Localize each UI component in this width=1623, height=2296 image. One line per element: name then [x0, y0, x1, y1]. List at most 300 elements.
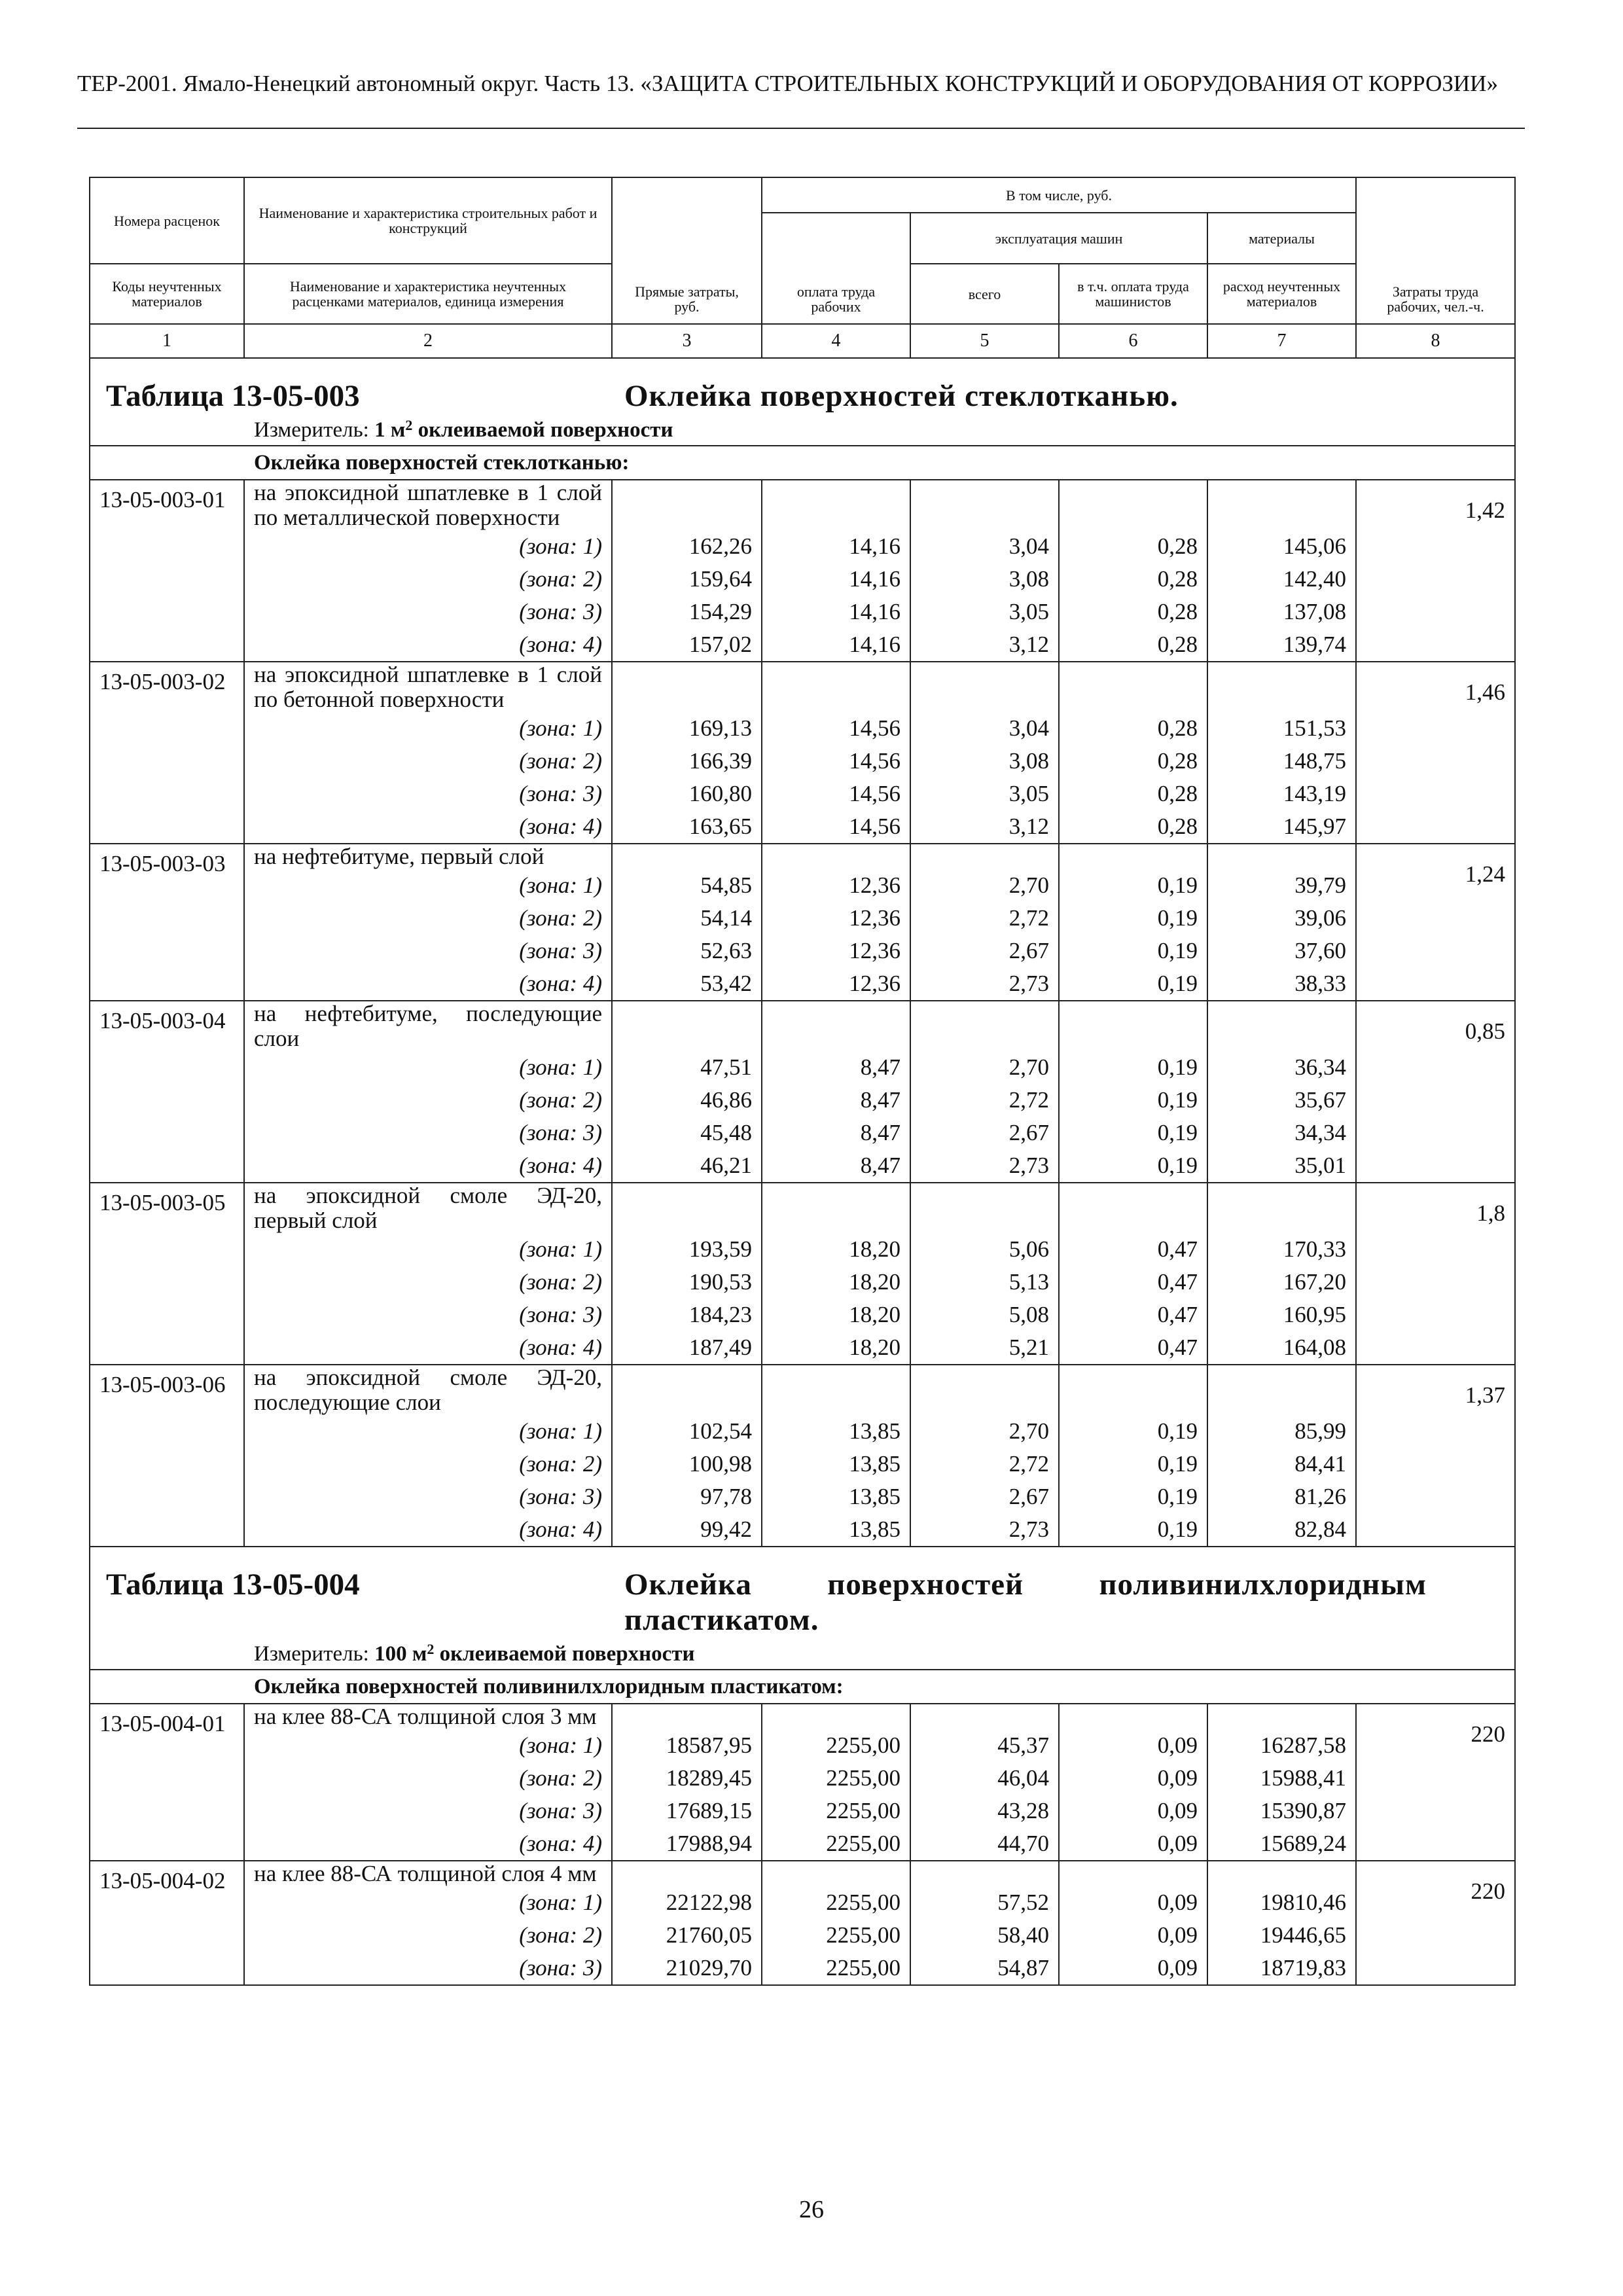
materials-cost: 39,79	[1207, 869, 1356, 902]
operator-wages: 0,47	[1059, 1331, 1207, 1365]
direct-cost: 17689,15	[612, 1795, 762, 1827]
rate-code: 13-05-004-01	[90, 1704, 244, 1861]
zone-label: (зона: 2)	[244, 1448, 612, 1480]
direct-cost: 18587,95	[612, 1729, 762, 1762]
zone-row	[90, 810, 1515, 844]
direct-cost: 52,63	[612, 935, 762, 967]
zone-row	[90, 1051, 1515, 1084]
zone-label: (зона: 1)	[244, 1051, 612, 1084]
machines-total: 3,12	[910, 810, 1059, 844]
machines-total: 2,72	[910, 1448, 1059, 1480]
zone-label: (зона: 2)	[244, 745, 612, 778]
zone-label: (зона: 1)	[244, 869, 612, 902]
zone-label: (зона: 3)	[244, 778, 612, 810]
meter-label: Измеритель:	[254, 418, 369, 442]
operator-wages: 0,28	[1059, 745, 1207, 778]
operator-wages: 0,47	[1059, 1299, 1207, 1331]
machines-total: 2,67	[910, 1117, 1059, 1149]
materials-cost: 37,60	[1207, 935, 1356, 967]
meter-value: 100 м	[374, 1641, 427, 1666]
operator-wages: 0,19	[1059, 1513, 1207, 1547]
rate-name: на клее 88-СА толщиной слоя 3 мм	[244, 1704, 612, 1729]
empty-cell	[762, 1861, 910, 1886]
header-rule	[77, 128, 1525, 129]
operator-wages: 0,09	[1059, 1886, 1207, 1919]
operator-wages: 0,47	[1059, 1233, 1207, 1266]
direct-cost: 193,59	[612, 1233, 762, 1266]
operator-wages: 0,28	[1059, 712, 1207, 745]
operator-wages: 0,19	[1059, 1415, 1207, 1448]
direct-cost: 162,26	[612, 530, 762, 563]
direct-cost: 45,48	[612, 1117, 762, 1149]
zone-label: (зона: 2)	[244, 563, 612, 596]
direct-cost: 163,65	[612, 810, 762, 844]
machines-total: 3,08	[910, 563, 1059, 596]
table-description: Оклейка поверхностей стеклотканью.	[624, 379, 1179, 413]
empty-cell	[762, 1001, 910, 1051]
zone-label: (зона: 2)	[244, 1084, 612, 1117]
table-title-row	[90, 358, 1515, 414]
empty-cell	[1207, 1704, 1356, 1729]
zone-label: (зона: 4)	[244, 628, 612, 662]
empty-cell	[910, 844, 1059, 869]
rate-name: на нефтебитуме, последующие слои	[244, 1001, 612, 1051]
rate-name: на эпоксидной шпатлевке в 1 слой по бетонной поверхности	[244, 662, 612, 712]
materials-cost: 85,99	[1207, 1415, 1356, 1448]
machines-total: 3,04	[910, 530, 1059, 563]
empty-cell	[612, 480, 762, 530]
meter-unit-sup: 2	[427, 1640, 435, 1657]
meter-unit-sup: 2	[405, 416, 413, 433]
materials-cost: 15390,87	[1207, 1795, 1356, 1827]
rate-code: 13-05-003-03	[90, 844, 244, 1001]
empty-cell	[910, 1861, 1059, 1886]
rate-row	[90, 1704, 1515, 1729]
rate-row	[90, 1183, 1515, 1233]
col8-header: Затраты труда рабочих, чел.-ч.	[1356, 177, 1515, 324]
zone-label: (зона: 4)	[244, 1331, 612, 1365]
empty-cell	[1059, 844, 1207, 869]
wages: 2255,00	[762, 1952, 910, 1985]
col1-header-bottom: Коды неучтенных материалов	[90, 264, 244, 324]
machines-total: 57,52	[910, 1886, 1059, 1919]
materials-cost: 137,08	[1207, 596, 1356, 628]
zone-label: (зона: 4)	[244, 1513, 612, 1547]
direct-cost: 184,23	[612, 1299, 762, 1331]
col7-header: расход неучтенных материалов	[1207, 264, 1356, 324]
operator-wages: 0,09	[1059, 1919, 1207, 1952]
zone-label: (зона: 2)	[244, 1919, 612, 1952]
price-table	[89, 177, 1516, 1986]
zone-label: (зона: 3)	[244, 935, 612, 967]
wages: 18,20	[762, 1233, 910, 1266]
direct-cost: 53,42	[612, 967, 762, 1001]
machines-total: 45,37	[910, 1729, 1059, 1762]
machines-total: 54,87	[910, 1952, 1059, 1985]
materials-cost: 36,34	[1207, 1051, 1356, 1084]
machines-total: 2,70	[910, 1415, 1059, 1448]
operator-wages: 0,28	[1059, 596, 1207, 628]
wages: 18,20	[762, 1331, 910, 1365]
operator-wages: 0,19	[1059, 1448, 1207, 1480]
wages: 12,36	[762, 935, 910, 967]
empty-cell	[762, 480, 910, 530]
labor-cost: 1,8	[1356, 1183, 1515, 1365]
machines-total: 2,73	[910, 1149, 1059, 1183]
labor-cost: 1,37	[1356, 1365, 1515, 1547]
wages: 13,85	[762, 1480, 910, 1513]
zone-row	[90, 967, 1515, 1001]
direct-cost: 169,13	[612, 712, 762, 745]
rate-name: на нефтебитуме, первый слой	[244, 844, 612, 869]
materials-cost: 143,19	[1207, 778, 1356, 810]
rate-code: 13-05-003-04	[90, 1001, 244, 1183]
zone-row	[90, 1827, 1515, 1861]
direct-cost: 187,49	[612, 1331, 762, 1365]
zone-row	[90, 596, 1515, 628]
wages: 14,16	[762, 628, 910, 662]
direct-cost: 46,86	[612, 1084, 762, 1117]
empty-cell	[1207, 1861, 1356, 1886]
rate-code: 13-05-003-02	[90, 662, 244, 844]
empty-cell	[910, 480, 1059, 530]
labor-cost: 220	[1356, 1861, 1515, 1985]
machines-total: 3,04	[910, 712, 1059, 745]
column-number: 5	[910, 324, 1059, 358]
machines-total: 5,06	[910, 1233, 1059, 1266]
empty-cell	[910, 662, 1059, 712]
empty-cell	[1207, 1365, 1356, 1415]
empty-cell	[1059, 1704, 1207, 1729]
direct-cost: 46,21	[612, 1149, 762, 1183]
machines-total: 2,70	[910, 869, 1059, 902]
direct-cost: 159,64	[612, 563, 762, 596]
machines-total: 3,05	[910, 596, 1059, 628]
empty-cell	[1207, 1183, 1356, 1233]
zone-label: (зона: 3)	[244, 1480, 612, 1513]
materials-cost: 81,26	[1207, 1480, 1356, 1513]
materials-cost: 164,08	[1207, 1331, 1356, 1365]
empty-cell	[1207, 480, 1356, 530]
zone-label: (зона: 1)	[244, 530, 612, 563]
rate-name: на эпоксидной шпатлевке в 1 слой по металлической поверхности	[244, 480, 612, 530]
wages: 8,47	[762, 1117, 910, 1149]
column-number: 7	[1207, 324, 1356, 358]
operator-wages: 0,47	[1059, 1266, 1207, 1299]
operator-wages: 0,19	[1059, 1084, 1207, 1117]
empty-cell	[1059, 1183, 1207, 1233]
empty-cell	[762, 662, 910, 712]
empty-cell	[1059, 480, 1207, 530]
wages: 12,36	[762, 967, 910, 1001]
operator-wages: 0,19	[1059, 902, 1207, 935]
zone-label: (зона: 3)	[244, 1117, 612, 1149]
empty-cell	[1207, 662, 1356, 712]
zone-label: (зона: 1)	[244, 1415, 612, 1448]
materials-cost: 167,20	[1207, 1266, 1356, 1299]
zone-row	[90, 1952, 1515, 1985]
zone-row	[90, 1299, 1515, 1331]
machines-total: 2,72	[910, 902, 1059, 935]
group-header: В том числе, руб.	[762, 177, 1356, 213]
materials-cost: 35,01	[1207, 1149, 1356, 1183]
operator-wages: 0,09	[1059, 1827, 1207, 1861]
table-title-cell	[90, 1547, 1515, 1638]
section-label: Оклейка поверхностей стеклотканью:	[90, 446, 1515, 480]
zone-row	[90, 1513, 1515, 1547]
operator-wages: 0,28	[1059, 530, 1207, 563]
meter-value: 1 м	[374, 418, 406, 442]
zone-row	[90, 712, 1515, 745]
materials-cost: 160,95	[1207, 1299, 1356, 1331]
rate-name: на эпоксидной смоле ЭД-20, первый слой	[244, 1183, 612, 1233]
machines-total: 43,28	[910, 1795, 1059, 1827]
table-title: Таблица 13-05-004	[106, 1568, 360, 1602]
zone-label: (зона: 1)	[244, 1233, 612, 1266]
wages: 13,85	[762, 1448, 910, 1480]
zone-row	[90, 1266, 1515, 1299]
col3-header: Прямые затраты, руб.	[612, 177, 762, 324]
meter-row	[90, 414, 1515, 446]
wages: 18,20	[762, 1266, 910, 1299]
rate-code: 13-05-003-05	[90, 1183, 244, 1365]
wages: 18,20	[762, 1299, 910, 1331]
empty-cell	[910, 1001, 1059, 1051]
wages: 13,85	[762, 1415, 910, 1448]
rate-row	[90, 662, 1515, 712]
zone-label: (зона: 4)	[244, 967, 612, 1001]
rate-row	[90, 1001, 1515, 1051]
empty-cell	[1059, 1001, 1207, 1051]
materials-cost: 142,40	[1207, 563, 1356, 596]
machines-total: 2,72	[910, 1084, 1059, 1117]
operator-wages: 0,28	[1059, 628, 1207, 662]
direct-cost: 154,29	[612, 596, 762, 628]
wages: 8,47	[762, 1051, 910, 1084]
direct-cost: 54,85	[612, 869, 762, 902]
operator-wages: 0,19	[1059, 1051, 1207, 1084]
machines-total: 3,12	[910, 628, 1059, 662]
zone-row	[90, 1762, 1515, 1795]
zone-label: (зона: 4)	[244, 810, 612, 844]
materials-cost: 19810,46	[1207, 1886, 1356, 1919]
materials-cost: 170,33	[1207, 1233, 1356, 1266]
col5-header: всего	[910, 264, 1059, 324]
meter-rest: оклеиваемой поверхности	[418, 418, 673, 442]
empty-cell	[1059, 662, 1207, 712]
machines-header: эксплуатация машин	[910, 213, 1207, 264]
empty-cell	[1207, 1001, 1356, 1051]
zone-row	[90, 1480, 1515, 1513]
column-number: 3	[612, 324, 762, 358]
operator-wages: 0,28	[1059, 810, 1207, 844]
section-label: Оклейка поверхностей поливинилхлоридным пластикатом:	[90, 1670, 1515, 1704]
zone-label: (зона: 2)	[244, 1762, 612, 1795]
zone-row	[90, 1149, 1515, 1183]
materials-cost: 145,97	[1207, 810, 1356, 844]
empty-cell	[612, 844, 762, 869]
operator-wages: 0,19	[1059, 967, 1207, 1001]
materials-cost: 18719,83	[1207, 1952, 1356, 1985]
zone-label: (зона: 1)	[244, 1729, 612, 1762]
operator-wages: 0,09	[1059, 1952, 1207, 1985]
materials-cost: 35,67	[1207, 1084, 1356, 1117]
column-numbers-row	[90, 324, 1515, 358]
labor-cost: 1,24	[1356, 844, 1515, 1001]
direct-cost: 102,54	[612, 1415, 762, 1448]
materials-cost: 15689,24	[1207, 1827, 1356, 1861]
table-description: Оклейка поверхностей поливинилхлоридным пластикатом.	[624, 1568, 1427, 1637]
materials-cost: 16287,58	[1207, 1729, 1356, 1762]
operator-wages: 0,28	[1059, 778, 1207, 810]
empty-cell	[612, 662, 762, 712]
col1-header-top: Номера расценок	[90, 177, 244, 264]
materials-header: материалы	[1207, 213, 1356, 264]
zone-row	[90, 778, 1515, 810]
column-number: 2	[244, 324, 612, 358]
zone-row	[90, 869, 1515, 902]
direct-cost: 166,39	[612, 745, 762, 778]
labor-cost: 1,42	[1356, 480, 1515, 662]
operator-wages: 0,09	[1059, 1795, 1207, 1827]
empty-cell	[612, 1365, 762, 1415]
zone-label: (зона: 4)	[244, 1827, 612, 1861]
machines-total: 3,05	[910, 778, 1059, 810]
empty-cell	[612, 1183, 762, 1233]
rate-row	[90, 1365, 1515, 1415]
wages: 8,47	[762, 1149, 910, 1183]
machines-total: 46,04	[910, 1762, 1059, 1795]
wages: 2255,00	[762, 1886, 910, 1919]
empty-cell	[1059, 1861, 1207, 1886]
empty-cell	[762, 844, 910, 869]
wages: 8,47	[762, 1084, 910, 1117]
zone-row	[90, 1886, 1515, 1919]
rate-row	[90, 480, 1515, 530]
zone-row	[90, 1919, 1515, 1952]
direct-cost: 160,80	[612, 778, 762, 810]
wages: 2255,00	[762, 1827, 910, 1861]
table-title-cell	[90, 358, 1515, 414]
materials-cost: 38,33	[1207, 967, 1356, 1001]
zone-row	[90, 1331, 1515, 1365]
header-row-1	[90, 177, 1515, 213]
direct-cost: 22122,98	[612, 1886, 762, 1919]
operator-wages: 0,19	[1059, 1117, 1207, 1149]
wages: 2255,00	[762, 1795, 910, 1827]
machines-total: 44,70	[910, 1827, 1059, 1861]
zone-label: (зона: 3)	[244, 1299, 612, 1331]
wages: 2255,00	[762, 1729, 910, 1762]
column-number: 1	[90, 324, 244, 358]
rate-name: на клее 88-СА толщиной слоя 4 мм	[244, 1861, 612, 1886]
operator-wages: 0,09	[1059, 1729, 1207, 1762]
machines-total: 2,73	[910, 967, 1059, 1001]
materials-cost: 82,84	[1207, 1513, 1356, 1547]
rate-code: 13-05-003-01	[90, 480, 244, 662]
materials-cost: 39,06	[1207, 902, 1356, 935]
labor-cost: 220	[1356, 1704, 1515, 1861]
rate-row	[90, 1861, 1515, 1886]
zone-row	[90, 1415, 1515, 1448]
direct-cost: 21760,05	[612, 1919, 762, 1952]
operator-wages: 0,19	[1059, 1480, 1207, 1513]
direct-cost: 17988,94	[612, 1827, 762, 1861]
rate-row	[90, 844, 1515, 869]
materials-cost: 34,34	[1207, 1117, 1356, 1149]
meter-cell	[90, 414, 1515, 446]
empty-cell	[762, 1365, 910, 1415]
meter-rest: оклеиваемой поверхности	[439, 1641, 695, 1666]
meter-label: Измеритель:	[254, 1641, 369, 1666]
direct-cost: 54,14	[612, 902, 762, 935]
labor-cost: 0,85	[1356, 1001, 1515, 1183]
column-number: 4	[762, 324, 910, 358]
direct-cost: 47,51	[612, 1051, 762, 1084]
operator-wages: 0,19	[1059, 1149, 1207, 1183]
col4-header: оплата труда рабочих	[762, 213, 910, 324]
empty-cell	[612, 1001, 762, 1051]
zone-row	[90, 902, 1515, 935]
zone-label: (зона: 3)	[244, 1952, 612, 1985]
machines-total: 2,67	[910, 935, 1059, 967]
direct-cost: 97,78	[612, 1480, 762, 1513]
wages: 2255,00	[762, 1762, 910, 1795]
machines-total: 5,08	[910, 1299, 1059, 1331]
col2-header-bottom: Наименование и характеристика неучтенных расценками материалов, единица измерения	[244, 264, 612, 324]
materials-cost: 151,53	[1207, 712, 1356, 745]
zone-label: (зона: 4)	[244, 1149, 612, 1183]
machines-total: 3,08	[910, 745, 1059, 778]
zone-row	[90, 628, 1515, 662]
materials-cost: 19446,65	[1207, 1919, 1356, 1952]
materials-cost: 15988,41	[1207, 1762, 1356, 1795]
operator-wages: 0,19	[1059, 869, 1207, 902]
wages: 14,56	[762, 810, 910, 844]
rate-code: 13-05-003-06	[90, 1365, 244, 1547]
materials-cost: 139,74	[1207, 628, 1356, 662]
direct-cost: 100,98	[612, 1448, 762, 1480]
labor-cost: 1,46	[1356, 662, 1515, 844]
zone-row	[90, 1795, 1515, 1827]
materials-cost: 148,75	[1207, 745, 1356, 778]
machines-total: 2,70	[910, 1051, 1059, 1084]
empty-cell	[612, 1704, 762, 1729]
empty-cell	[1207, 844, 1356, 869]
zone-label: (зона: 3)	[244, 596, 612, 628]
machines-total: 58,40	[910, 1919, 1059, 1952]
wages: 12,36	[762, 869, 910, 902]
machines-total: 2,73	[910, 1513, 1059, 1547]
zone-row	[90, 1117, 1515, 1149]
wages: 14,16	[762, 563, 910, 596]
direct-cost: 99,42	[612, 1513, 762, 1547]
section-row	[90, 446, 1515, 480]
wages: 14,56	[762, 778, 910, 810]
materials-cost: 145,06	[1207, 530, 1356, 563]
empty-cell	[910, 1183, 1059, 1233]
page-number: 26	[799, 2196, 824, 2223]
wages: 14,56	[762, 712, 910, 745]
table-title-row	[90, 1547, 1515, 1638]
section-row	[90, 1670, 1515, 1704]
column-number: 8	[1356, 324, 1515, 358]
machines-total: 5,13	[910, 1266, 1059, 1299]
direct-cost: 18289,45	[612, 1762, 762, 1795]
zone-label: (зона: 1)	[244, 712, 612, 745]
direct-cost: 157,02	[612, 628, 762, 662]
empty-cell	[762, 1183, 910, 1233]
